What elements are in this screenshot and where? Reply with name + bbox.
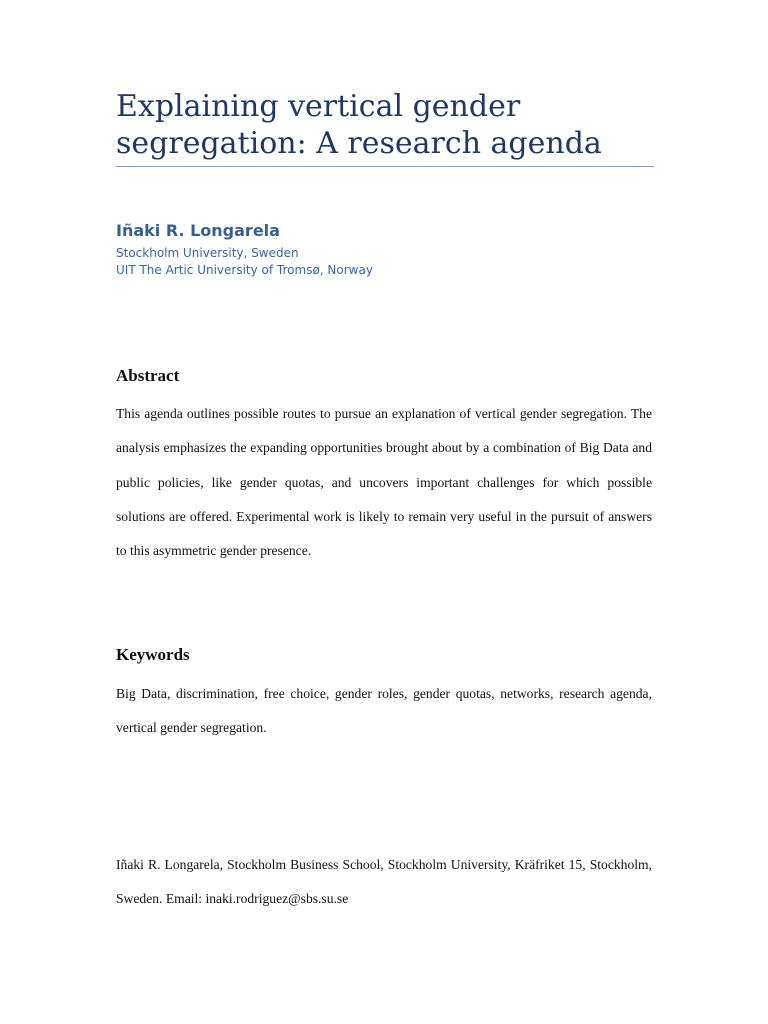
abstract-text: This agenda outlines possible routes to pursue an explanation of vertical gender segregation. The analysis emphasizes the expanding opportunities brought about by a combination of Big Data and public policies, like gender quotas, and uncovers important challenges for which possible solutions are offered. Experimental work is likely to remain very useful in the pursuit of answers to this asymmetric gender presence. bbox=[116, 406, 652, 559]
paper-title: Explaining vertical gender segregation: A research agenda bbox=[116, 89, 602, 161]
author-name: Iñaki R. Longarela bbox=[116, 221, 280, 240]
affiliation-1: Stockholm University, Sweden bbox=[116, 246, 299, 260]
affiliation-2: UIT The Artic University of Tromsø, Norway bbox=[116, 263, 373, 277]
contact-footnote: Iñaki R. Longarela, Stockholm Business School, Stockholm University, Kräfriket 15, Stockholm, Sweden. Email: inaki.rodriguez@sbs.su.se bbox=[116, 857, 652, 907]
abstract-heading: Abstract bbox=[116, 366, 180, 385]
keywords-heading: Keywords bbox=[116, 645, 190, 664]
keywords-text: Big Data, discrimination, free choice, gender roles, gender quotas, networks, research agenda, vertical gender segregation. bbox=[116, 686, 652, 736]
title-underline bbox=[116, 166, 654, 167]
